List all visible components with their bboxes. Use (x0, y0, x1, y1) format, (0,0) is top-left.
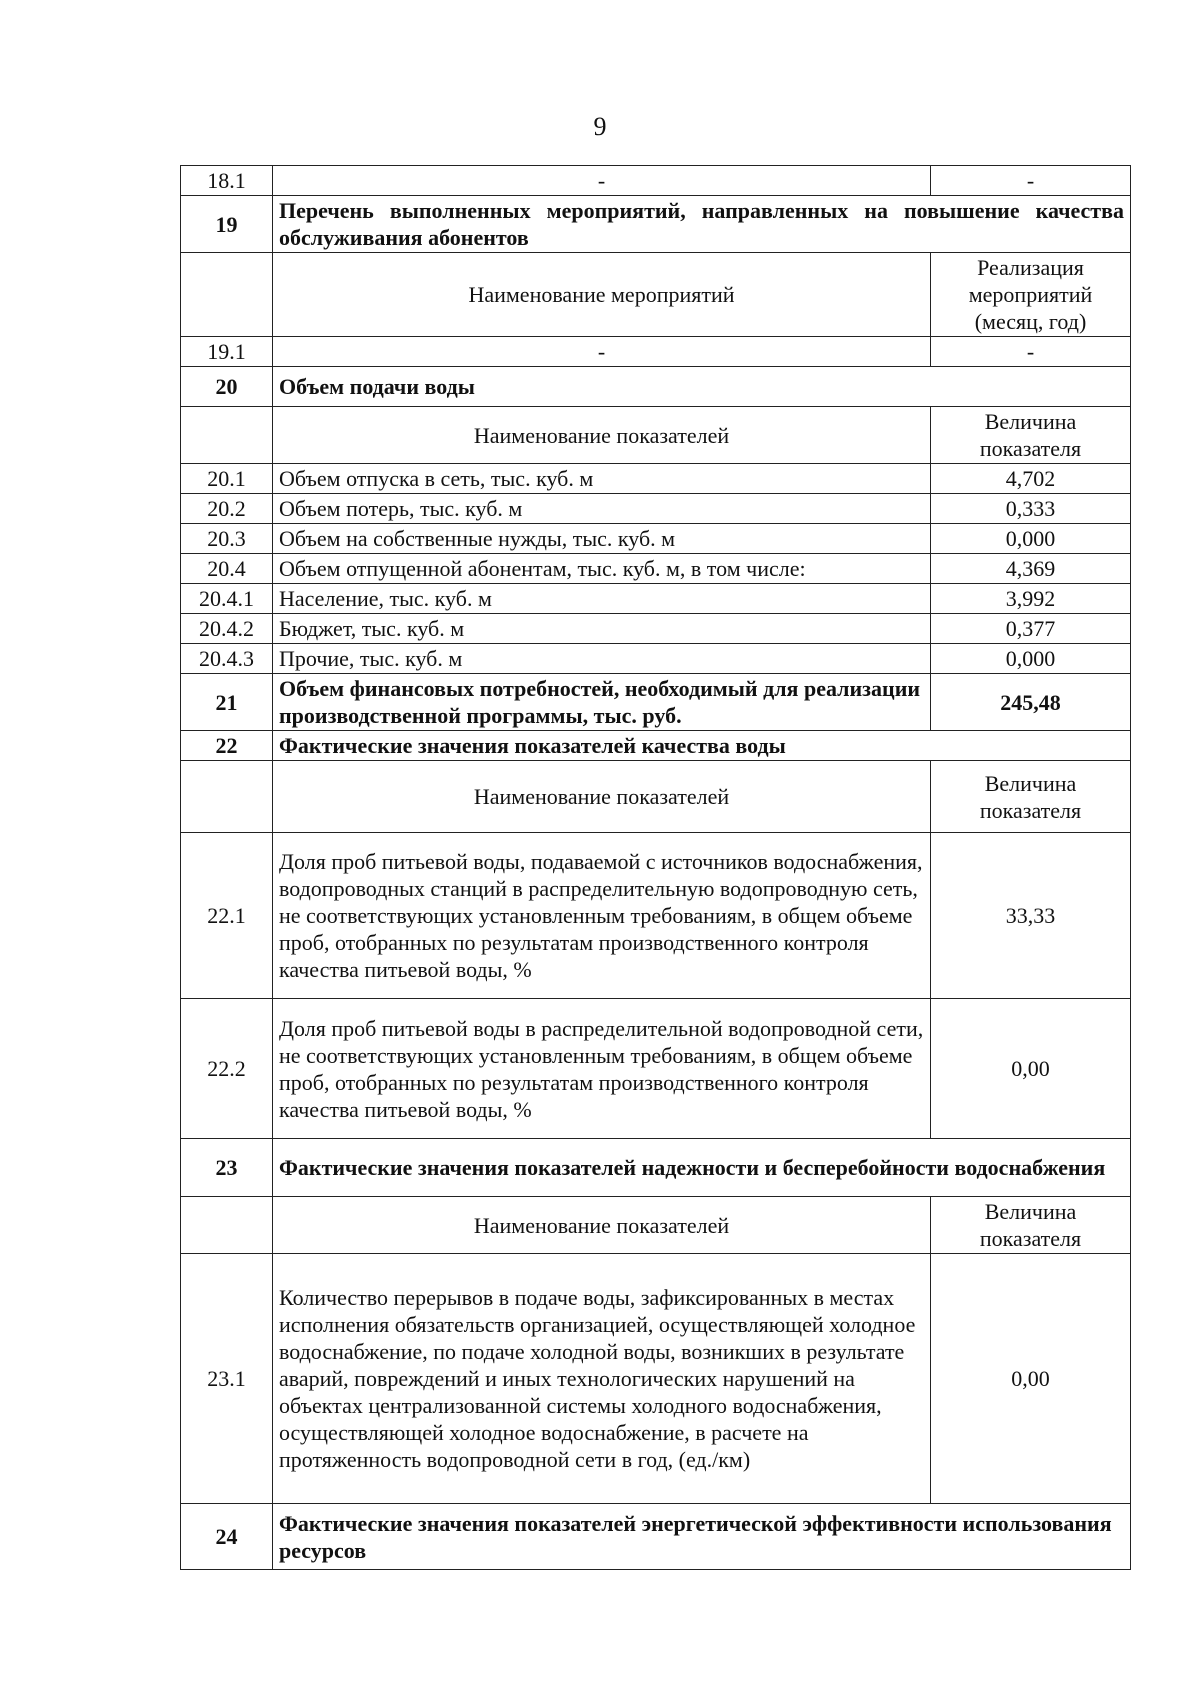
page-number: 9 (593, 112, 607, 141)
table-row (181, 674, 1131, 731)
row-number: 20.4.1 (181, 584, 273, 614)
section-title: Объем подачи воды (273, 367, 1131, 407)
column-header-value: Величина показателя (931, 407, 1131, 464)
table-row (181, 1254, 1131, 1504)
column-header-name: Наименование мероприятий (273, 253, 931, 337)
header-row (181, 761, 1131, 833)
row-number: 22.2 (181, 999, 273, 1139)
column-header-value: Величина показателя (931, 761, 1131, 833)
section-number: 24 (181, 1504, 273, 1570)
section-title: Фактические значения показателей качества воды (273, 731, 1131, 761)
row-name: Объем на собственные нужды, тыс. куб. м (273, 524, 931, 554)
row-number: 20.3 (181, 524, 273, 554)
row-value: - (931, 166, 1131, 196)
section-number: 20 (181, 367, 273, 407)
row-value: 3,992 (931, 584, 1131, 614)
row-name: Прочие, тыс. куб. м (273, 644, 931, 674)
row-name: Доля проб питьевой воды, подаваемой с источников водоснабжения, водопроводных станций в распределительную водопроводную сеть, не соответствующих установленным требованиям, в общем объеме проб, отобранных по результатам производственного контроля качества питьевой воды, % (273, 833, 931, 999)
table-row (181, 524, 1131, 554)
table-row (181, 584, 1131, 614)
table-row (181, 494, 1131, 524)
section-row (181, 1139, 1131, 1197)
row-value: 33,33 (931, 833, 1131, 999)
header-row (181, 407, 1131, 464)
section-title: Перечень выполненных мероприятий, направленных на повышение качества обслуживания абонентов (273, 196, 1131, 253)
header-row (181, 1197, 1131, 1254)
table-row (181, 464, 1131, 494)
section-row (181, 367, 1131, 407)
row-name: Объем отпуска в сеть, тыс. куб. м (273, 464, 931, 494)
row-name: Бюджет, тыс. куб. м (273, 614, 931, 644)
table-row (181, 999, 1131, 1139)
row-number: 20.2 (181, 494, 273, 524)
row-number: 20.1 (181, 464, 273, 494)
row-value: 4,702 (931, 464, 1131, 494)
section-number: 23 (181, 1139, 273, 1197)
column-header-name: Наименование показателей (273, 407, 931, 464)
section-row (181, 731, 1131, 761)
row-value: 4,369 (931, 554, 1131, 584)
row-number: 21 (181, 674, 273, 731)
row-name: - (273, 337, 931, 367)
row-value: 0,000 (931, 644, 1131, 674)
row-value: 0,333 (931, 494, 1131, 524)
table-row (181, 166, 1131, 196)
row-value: 245,48 (931, 674, 1131, 731)
section-title: Фактические значения показателей надежности и бесперебойности водоснабжения (273, 1139, 1131, 1197)
row-number: 18.1 (181, 166, 273, 196)
indicators-table (180, 165, 1131, 1570)
row-number: 23.1 (181, 1254, 273, 1504)
row-number: 20.4.2 (181, 614, 273, 644)
column-header-name: Наименование показателей (273, 1197, 931, 1254)
row-value: 0,000 (931, 524, 1131, 554)
row-name: Количество перерывов в подаче воды, зафиксированных в местах исполнения обязательств организацией, осуществляющей холодное водоснабжение, по подаче холодной воды, возникших в результате аварий, повреждений и иных технологических нарушений на объектах централизованной системы холодного водоснабжения, осуществляющей холодное водоснабжение, в расчете на протяженность водопроводной сети в год, (ед./км) (273, 1254, 931, 1504)
row-number: 22.1 (181, 833, 273, 999)
section-row (181, 196, 1131, 253)
section-number: 22 (181, 731, 273, 761)
row-value: 0,377 (931, 614, 1131, 644)
table-row (181, 833, 1131, 999)
row-name: Объем отпущенной абонентам, тыс. куб. м, в том числе: (273, 554, 931, 584)
row-value: 0,00 (931, 999, 1131, 1139)
row-value: - (931, 337, 1131, 367)
section-title: Фактические значения показателей энергетической эффективности использования ресурсов (273, 1504, 1131, 1570)
row-number: 19.1 (181, 337, 273, 367)
row-number: 20.4.3 (181, 644, 273, 674)
row-name: Объем финансовых потребностей, необходимый для реализации производственной программы, тыс. руб. (273, 674, 931, 731)
section-row (181, 1504, 1131, 1570)
table-row (181, 337, 1131, 367)
row-value: 0,00 (931, 1254, 1131, 1504)
column-header-name: Наименование показателей (273, 761, 931, 833)
section-number: 19 (181, 196, 273, 253)
row-name: Объем потерь, тыс. куб. м (273, 494, 931, 524)
row-name: Население, тыс. куб. м (273, 584, 931, 614)
table-row (181, 614, 1131, 644)
header-row (181, 253, 1131, 337)
column-header-value: Реализация мероприятий (месяц, год) (931, 253, 1131, 337)
column-header-value: Величина показателя (931, 1197, 1131, 1254)
row-number: 20.4 (181, 554, 273, 584)
table-row (181, 644, 1131, 674)
row-name: Доля проб питьевой воды в распределительной водопроводной сети, не соответствующих установленным требованиям, в общем объеме проб, отобранных по результатам производственного контроля качества питьевой воды, % (273, 999, 931, 1139)
row-name: - (273, 166, 931, 196)
table-row (181, 554, 1131, 584)
